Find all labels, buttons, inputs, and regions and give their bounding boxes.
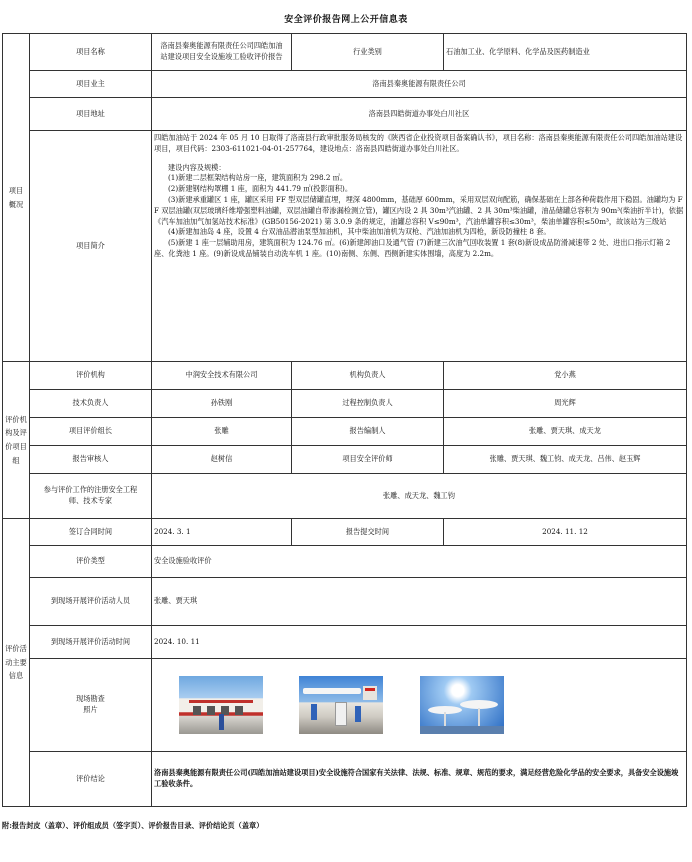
site-people-value: 张雕、贾天琪 — [152, 578, 687, 626]
row-owner — [3, 71, 687, 98]
conclusion-value: 洛南县秦奥能源有限责任公司(四皓加油站建设项目)安全设施符合国家有关法律、法规、标准、规章、规范的要求，满足经营危险化学品的安全要求，具备安全设施竣工验收条件。 — [152, 752, 687, 807]
agency-head-value: 党小燕 — [444, 362, 687, 390]
experts-value: 张雕、成天龙、魏工钧 — [152, 474, 687, 519]
agency-label: 评价机构 — [30, 362, 152, 390]
conclusion-label: 评价结论 — [30, 752, 152, 807]
section-org — [3, 362, 30, 519]
industry-value: 石油加工业、化学原料、化学品及医药制造业 — [444, 34, 687, 71]
row-project-name — [3, 34, 687, 71]
photos-cell — [152, 659, 687, 752]
process-head-label: 过程控制负责人 — [292, 390, 444, 418]
team-lead-label: 项目评价组长 — [30, 418, 152, 446]
contract-date-value: 2024. 3. 1 — [152, 519, 292, 546]
project-name-label: 项目名称 — [30, 34, 152, 71]
intro-label: 项目简介 — [30, 131, 152, 362]
assessors-label: 项目安全评价师 — [292, 446, 444, 474]
address-label: 项目地址 — [30, 98, 152, 131]
type-label: 评价类型 — [30, 546, 152, 578]
reviewer-value: 赵树信 — [152, 446, 292, 474]
info-table — [2, 33, 687, 807]
intro-scope-title: 建设内容及规模： — [168, 162, 226, 172]
row-site-people — [3, 578, 687, 626]
section-org-label: 评价机 构及评 价项目 组 — [5, 414, 27, 465]
row-intro — [3, 131, 687, 362]
intro-item: (2)新建钢结构罩棚 1 座，面积为 441.79 ㎡(投影面积)。 — [168, 184, 353, 194]
submit-date-label: 报告提交时间 — [292, 519, 444, 546]
section-overview-label: 项目 概况 — [8, 185, 24, 209]
agency-head-label: 机构负责人 — [292, 362, 444, 390]
intro-lead: 四皓加油站于 2024 年 05 月 10 日取得了洛南县行政审批服务局核发的《陕西省企业投资项目备案确认书》，项目名称：洛南县秦奥能源有限责任公司四皓加油站建设项目，项目代码：2303-611021-04-01-257764，建设地点：洛南县四皓街道办事处白川社区。 — [154, 133, 683, 153]
contract-date-label: 签订合同时间 — [30, 519, 152, 546]
industry-label: 行业类别 — [353, 46, 382, 56]
row-tech-head — [3, 390, 687, 418]
type-value: 安全设施验收评价 — [152, 546, 687, 578]
row-conclusion — [3, 752, 687, 807]
owner-value: 洛南县秦奥能源有限责任公司 — [152, 71, 687, 98]
page-title: 安全评价报告网上公开信息表 — [284, 15, 408, 25]
intro-item: (1)新建二层框架结构站房一座，建筑面积为 298.2 ㎡。 — [168, 173, 348, 183]
submit-date-value: 2024. 11. 12 — [444, 519, 687, 546]
site-time-value: 2024. 10. 11 — [152, 626, 687, 659]
section-overview — [3, 34, 30, 362]
project-name-value: 洛南县秦奥能源有限责任公司四皓加油站建设项目安全设施竣工验收评价报告 — [152, 34, 292, 71]
process-head-value: 周光辉 — [444, 390, 687, 418]
assessors-value: 张雕、贾天琪、魏工钧、成天龙、吕伟、赵玉辉 — [444, 446, 687, 474]
photos-label: 现场勘查 照片 — [30, 659, 152, 752]
row-address — [3, 98, 687, 131]
footer-note: 附:报告封皮（盖章）、评价组成员（签字页）、评价报告目录、评价结论页（盖章） — [2, 821, 264, 830]
address-value: 洛南县四皓街道办事处白川社区 — [152, 98, 687, 131]
industry-label-cell — [292, 34, 444, 71]
row-agency — [3, 362, 687, 390]
row-type — [3, 546, 687, 578]
intro-item: (5)新建 1 座一层辅助用房，建筑面积为 124.76 ㎡。(6)新建卸油口及通气管 (7)新建三次油气回收装置 1 套(8)新设成品防滑减速带 2 处、进出口指示灯箱 2 座、化粪池 1 座。(9)新设成品铺装自动洗车机 1 座。(10)南侧、东侧、西侧新建实体围墙，高度为 2.2m。 — [154, 238, 671, 258]
section-activities-label: 评价活 动主要 信息 — [5, 643, 27, 681]
site-people-label: 到现场开展评价活动人员 — [30, 578, 152, 626]
site-time-label: 到现场开展评价活动时间 — [30, 626, 152, 659]
row-reviewer — [3, 446, 687, 474]
owner-label: 项目业主 — [30, 71, 152, 98]
site-photo-canopy-pumps — [299, 676, 383, 734]
agency-value: 中润安全技术有限公司 — [152, 362, 292, 390]
tech-head-label: 技术负责人 — [30, 390, 152, 418]
row-site-time — [3, 626, 687, 659]
row-dates — [3, 519, 687, 546]
row-experts — [3, 474, 687, 519]
reviewer-label: 报告审核人 — [30, 446, 152, 474]
site-photo-station-building — [179, 676, 263, 734]
intro-item: (4)新建加油岛 4 座，设置 4 台双油品潜油泵型加油机，其中柴油加油机为双枪、汽油加油机为四枪，新设防撞柱 8 套。 — [168, 227, 551, 237]
report-writer-value: 张雕、贾天琪、成天龙 — [444, 418, 687, 446]
team-lead-value: 张雕 — [152, 418, 292, 446]
intro-item: (3)新建承重罐区 1 座，罐区采用 FF 型双层储罐直埋，埋深 4800mm，基础厚 600mm，采用双层双向配筋，确保基础在上部各种荷载作用下稳固。油罐均为 FF 双层油罐(双层玻璃纤维增强塑料油罐，双层油罐自带渗漏检测立管)，罐区内设 2 具 30m³汽油罐、2 具 30m³柴油罐，油品储罐总容积为 90m³(柴油折半计)，依据《汽车加油加气加氢站技术标准》(GB50156-2021) 第 3.0.9 条的规定，油罐总容积 V≤90m³，汽油单罐容积≤30m³，柴油单罐容积≤50m³，故该站为三级站 — [154, 194, 684, 226]
tech-head-value: 孙铁刚 — [152, 390, 292, 418]
report-writer-label: 报告编制人 — [292, 418, 444, 446]
intro-text — [152, 131, 687, 362]
experts-label: 参与评价工作的注册安全工程师、技术专家 — [30, 474, 152, 519]
site-photo-sky-canopy — [420, 676, 504, 734]
row-photos — [3, 659, 687, 752]
section-activities — [3, 519, 30, 807]
row-team-lead — [3, 418, 687, 446]
